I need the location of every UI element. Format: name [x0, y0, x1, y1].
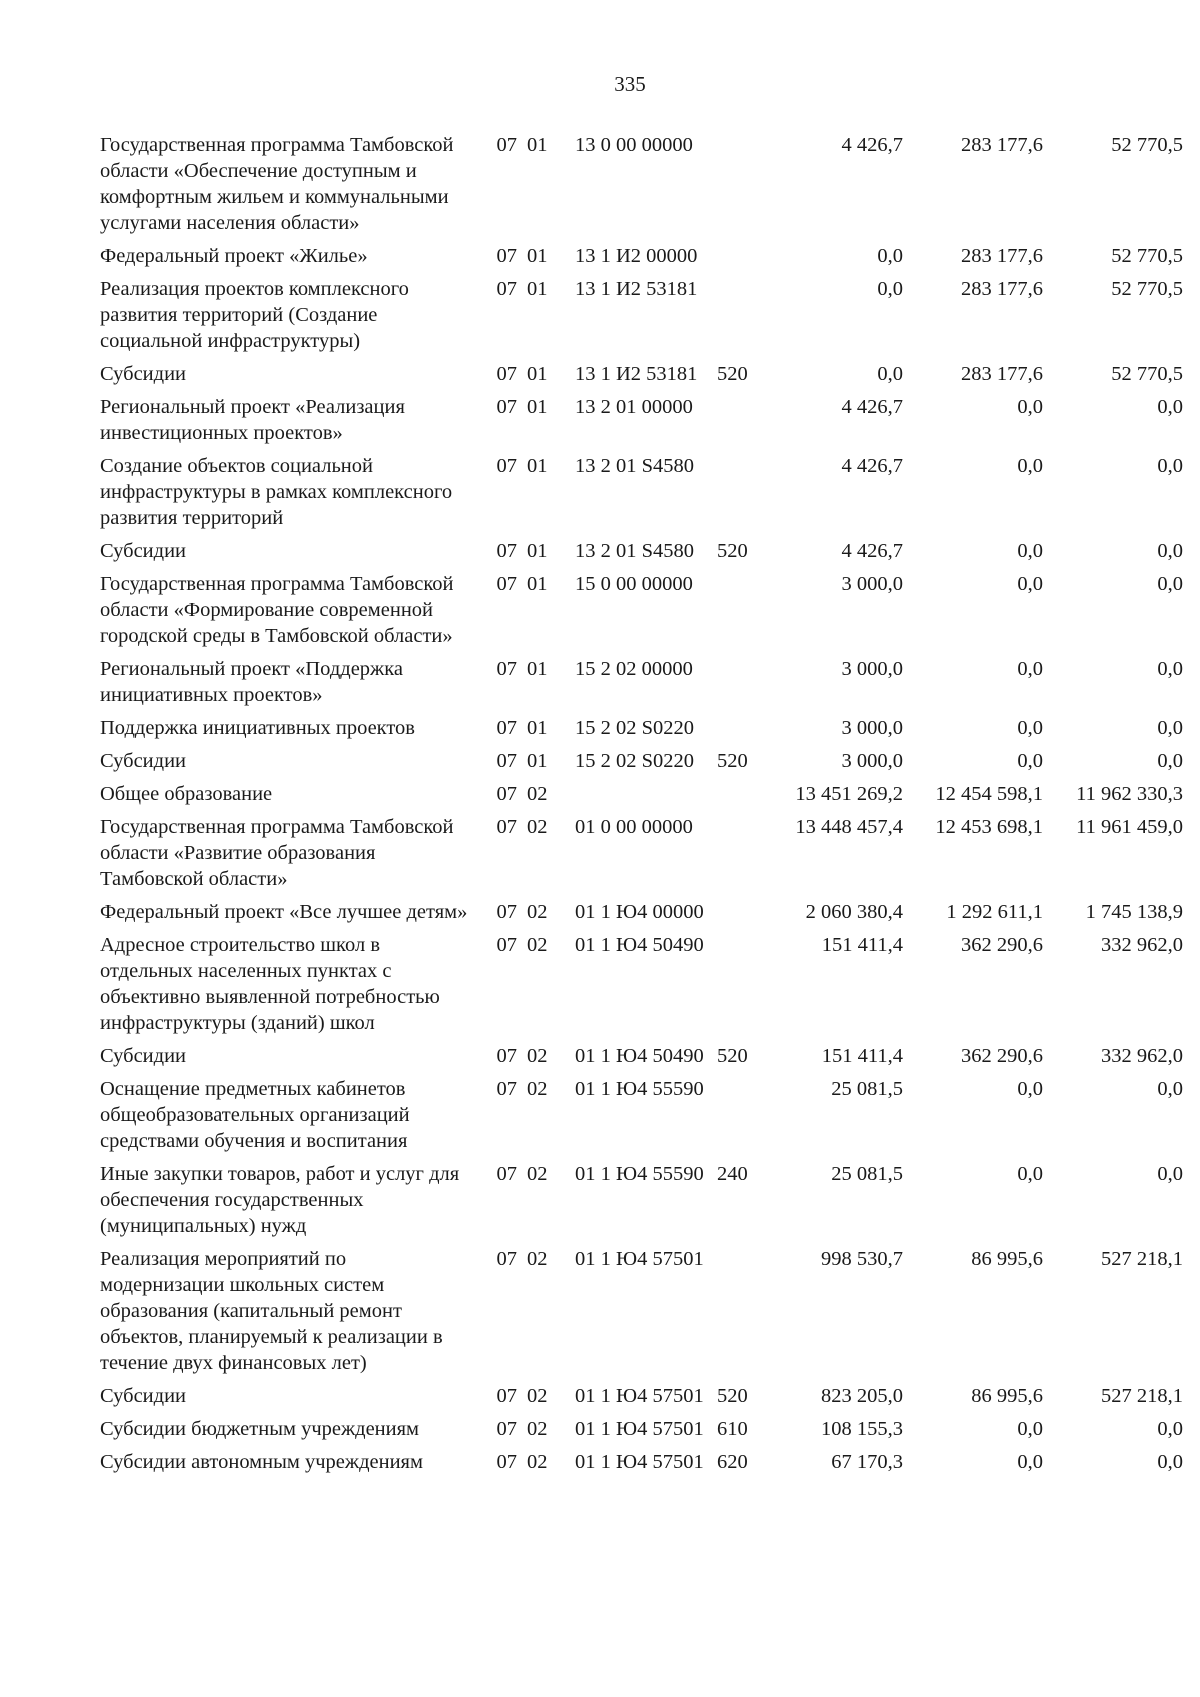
- amount-year-2: 283 177,6: [961, 134, 1043, 156]
- amount-year-2: 86 995,6: [971, 1248, 1043, 1270]
- amount-year-1: 151 411,4: [821, 1045, 903, 1067]
- expense-type-code: 240: [717, 1163, 748, 1185]
- row-name: Субсидии: [100, 1045, 187, 1067]
- subsection-code: 02: [527, 1163, 548, 1185]
- subsection-code: 02: [527, 901, 548, 923]
- section-code: 07: [496, 1045, 517, 1067]
- table-row: [100, 1043, 1183, 1076]
- subsection-code: 01: [527, 717, 548, 739]
- amount-year-1: 67 170,3: [831, 1451, 903, 1473]
- row-name: Государственная программа Тамбовской области «Развитие образования Тамбовской области»: [100, 816, 454, 890]
- amount-year-1: 4 426,7: [841, 540, 903, 562]
- amount-year-3: 11 961 459,0: [1076, 816, 1183, 838]
- target-article-code: 01 1 Ю4 57501: [575, 1418, 704, 1440]
- row-name: Субсидии: [100, 750, 187, 772]
- section-code: 07: [496, 1078, 517, 1100]
- target-article-code: 01 0 00 00000: [575, 816, 693, 838]
- amount-year-3: 52 770,5: [1111, 278, 1183, 300]
- table-row: [100, 276, 1183, 361]
- target-article-code: 13 1 И2 00000: [575, 245, 698, 267]
- table-row: [100, 899, 1183, 932]
- amount-year-2: 283 177,6: [961, 363, 1043, 385]
- target-article-code: 15 2 02 S0220: [575, 717, 695, 739]
- row-name: Субсидии бюджетным учреждениям: [100, 1418, 420, 1440]
- section-code: 07: [496, 1163, 517, 1185]
- subsection-code: 01: [527, 134, 548, 156]
- amount-year-1: 2 060 380,4: [805, 901, 903, 923]
- table-row: [100, 932, 1183, 1043]
- amount-year-2: 0,0: [1017, 1418, 1043, 1440]
- target-article-code: 13 1 И2 53181: [575, 363, 698, 385]
- amount-year-1: 3 000,0: [841, 573, 903, 595]
- row-name: Региональный проект «Поддержка инициативных проектов»: [100, 658, 403, 706]
- amount-year-3: 0,0: [1157, 540, 1183, 562]
- expense-type-code: [711, 571, 763, 656]
- subsection-code: 02: [527, 1385, 548, 1407]
- amount-year-1: 25 081,5: [831, 1078, 903, 1100]
- amount-year-2: 283 177,6: [961, 245, 1043, 267]
- expense-type-code: 620: [717, 1451, 748, 1473]
- row-name: Иные закупки товаров, работ и услуг для обеспечения государственных (муниципальных) нужд: [100, 1163, 460, 1237]
- amount-year-1: 0,0: [877, 245, 903, 267]
- amount-year-2: 362 290,6: [961, 1045, 1043, 1067]
- amount-year-3: 52 770,5: [1111, 245, 1183, 267]
- target-article-code: 15 2 02 00000: [575, 658, 693, 680]
- table-row: [100, 394, 1183, 453]
- amount-year-1: 0,0: [877, 363, 903, 385]
- subsection-code: 02: [527, 1045, 548, 1067]
- subsection-code: 01: [527, 455, 548, 477]
- target-article-code: 15 0 00 00000: [575, 573, 693, 595]
- amount-year-1: 4 426,7: [841, 455, 903, 477]
- amount-year-1: 3 000,0: [841, 658, 903, 680]
- amount-year-3: 0,0: [1157, 1163, 1183, 1185]
- amount-year-2: 0,0: [1017, 658, 1043, 680]
- expense-type-code: [711, 814, 763, 899]
- row-name: Федеральный проект «Жилье»: [100, 245, 368, 267]
- row-name: Государственная программа Тамбовской области «Формирование современной городской среды в Тамбовской области»: [100, 573, 454, 647]
- amount-year-3: 0,0: [1157, 1418, 1183, 1440]
- amount-year-2: 86 995,6: [971, 1385, 1043, 1407]
- target-article-code: 01 1 Ю4 00000: [575, 901, 704, 923]
- target-article-code: [569, 781, 711, 814]
- target-article-code: 13 2 01 S4580: [575, 540, 695, 562]
- budget-table: [100, 132, 1183, 1482]
- expense-type-code: [711, 132, 763, 243]
- expense-type-code: [711, 1246, 763, 1383]
- subsection-code: 01: [527, 540, 548, 562]
- amount-year-3: 11 962 330,3: [1076, 783, 1183, 805]
- section-code: 07: [496, 816, 517, 838]
- amount-year-1: 151 411,4: [821, 934, 903, 956]
- section-code: 07: [496, 717, 517, 739]
- expense-type-code: [711, 1076, 763, 1161]
- page-number: 335: [614, 72, 646, 96]
- amount-year-2: 0,0: [1017, 396, 1043, 418]
- amount-year-3: 332 962,0: [1101, 1045, 1183, 1067]
- amount-year-1: 108 155,3: [821, 1418, 903, 1440]
- table-row: [100, 571, 1183, 656]
- subsection-code: 02: [527, 1451, 548, 1473]
- amount-year-2: 12 454 598,1: [935, 783, 1043, 805]
- amount-year-1: 4 426,7: [841, 134, 903, 156]
- amount-year-3: 0,0: [1157, 717, 1183, 739]
- row-name: Общее образование: [100, 783, 273, 805]
- expense-type-code: 520: [717, 1045, 748, 1067]
- section-code: 07: [496, 455, 517, 477]
- amount-year-3: 0,0: [1157, 573, 1183, 595]
- section-code: 07: [496, 1248, 517, 1270]
- subsection-code: 01: [527, 658, 548, 680]
- section-code: 07: [496, 658, 517, 680]
- expense-type-code: [711, 453, 763, 538]
- expense-type-code: [711, 932, 763, 1043]
- amount-year-3: 0,0: [1157, 396, 1183, 418]
- table-row: [100, 132, 1183, 243]
- section-code: 07: [496, 540, 517, 562]
- target-article-code: 01 1 Ю4 55590: [575, 1078, 704, 1100]
- expense-type-code: [711, 899, 763, 932]
- target-article-code: 13 2 01 00000: [575, 396, 693, 418]
- amount-year-2: 0,0: [1017, 1451, 1043, 1473]
- section-code: 07: [496, 363, 517, 385]
- row-name: Субсидии: [100, 363, 187, 385]
- amount-year-1: 823 205,0: [821, 1385, 903, 1407]
- amount-year-3: 1 745 138,9: [1085, 901, 1183, 923]
- amount-year-2: 0,0: [1017, 540, 1043, 562]
- amount-year-1: 3 000,0: [841, 750, 903, 772]
- subsection-code: 01: [527, 573, 548, 595]
- amount-year-3: 527 218,1: [1101, 1248, 1183, 1270]
- table-row: [100, 814, 1183, 899]
- amount-year-3: 0,0: [1157, 1451, 1183, 1473]
- table-row: [100, 656, 1183, 715]
- amount-year-1: 13 448 457,4: [795, 816, 903, 838]
- amount-year-2: 0,0: [1017, 573, 1043, 595]
- section-code: 07: [496, 934, 517, 956]
- table-row: [100, 1416, 1183, 1449]
- section-code: 07: [496, 245, 517, 267]
- table-row: [100, 1161, 1183, 1246]
- row-name: Региональный проект «Реализация инвестиционных проектов»: [100, 396, 405, 444]
- table-row: [100, 748, 1183, 781]
- amount-year-2: 0,0: [1017, 750, 1043, 772]
- amount-year-2: 0,0: [1017, 1078, 1043, 1100]
- target-article-code: 15 2 02 S0220: [575, 750, 695, 772]
- row-name: Реализация мероприятий по модернизации школьных систем образования (капитальный ремонт объектов, планируемый к реализации в течение двух финансовых лет): [100, 1248, 443, 1374]
- expense-type-code: [711, 243, 763, 276]
- subsection-code: 01: [527, 750, 548, 772]
- expense-type-code: [711, 656, 763, 715]
- section-code: 07: [496, 278, 517, 300]
- row-name: Субсидии автономным учреждениям: [100, 1451, 423, 1473]
- expense-type-code: 520: [717, 750, 748, 772]
- amount-year-3: 0,0: [1157, 750, 1183, 772]
- amount-year-3: 52 770,5: [1111, 363, 1183, 385]
- subsection-code: 02: [527, 1248, 548, 1270]
- row-name: Субсидии: [100, 1385, 187, 1407]
- row-name: Государственная программа Тамбовской области «Обеспечение доступным и комфортным жильем и коммунальными услугами населения области»: [100, 134, 454, 234]
- expense-type-code: [711, 781, 763, 814]
- amount-year-3: 332 962,0: [1101, 934, 1183, 956]
- amount-year-2: 283 177,6: [961, 278, 1043, 300]
- table-row: [100, 781, 1183, 814]
- section-code: 07: [496, 783, 517, 805]
- table-row: [100, 243, 1183, 276]
- table-row: [100, 715, 1183, 748]
- table-row: [100, 1076, 1183, 1161]
- expense-type-code: 520: [717, 1385, 748, 1407]
- amount-year-3: 527 218,1: [1101, 1385, 1183, 1407]
- table-row: [100, 361, 1183, 394]
- amount-year-2: 0,0: [1017, 717, 1043, 739]
- amount-year-3: 0,0: [1157, 658, 1183, 680]
- amount-year-1: 4 426,7: [841, 396, 903, 418]
- expense-type-code: [711, 394, 763, 453]
- amount-year-2: 0,0: [1017, 1163, 1043, 1185]
- target-article-code: 01 1 Ю4 57501: [575, 1451, 704, 1473]
- subsection-code: 02: [527, 1078, 548, 1100]
- subsection-code: 01: [527, 363, 548, 385]
- table-row: [100, 1383, 1183, 1416]
- amount-year-2: 362 290,6: [961, 934, 1043, 956]
- section-code: 07: [496, 396, 517, 418]
- subsection-code: 01: [527, 396, 548, 418]
- subsection-code: 01: [527, 278, 548, 300]
- section-code: 07: [496, 750, 517, 772]
- row-name: Оснащение предметных кабинетов общеобразовательных организаций средствами обучения и воспитания: [100, 1078, 410, 1152]
- amount-year-2: 0,0: [1017, 455, 1043, 477]
- target-article-code: 01 1 Ю4 50490: [575, 934, 704, 956]
- section-code: 07: [496, 1418, 517, 1440]
- amount-year-1: 0,0: [877, 278, 903, 300]
- section-code: 07: [496, 1385, 517, 1407]
- row-name: Субсидии: [100, 540, 187, 562]
- expense-type-code: 610: [717, 1418, 748, 1440]
- amount-year-1: 25 081,5: [831, 1163, 903, 1185]
- section-code: 07: [496, 1451, 517, 1473]
- subsection-code: 02: [527, 1418, 548, 1440]
- table-row: [100, 538, 1183, 571]
- target-article-code: 13 0 00 00000: [575, 134, 693, 156]
- table-row: [100, 1246, 1183, 1383]
- amount-year-3: 0,0: [1157, 455, 1183, 477]
- expense-type-code: [711, 276, 763, 361]
- amount-year-3: 0,0: [1157, 1078, 1183, 1100]
- subsection-code: 02: [527, 816, 548, 838]
- subsection-code: 02: [527, 934, 548, 956]
- row-name: Реализация проектов комплексного развития территорий (Создание социальной инфраструктуры): [100, 278, 409, 352]
- target-article-code: 01 1 Ю4 57501: [575, 1385, 704, 1407]
- table-row: [100, 1449, 1183, 1482]
- section-code: 07: [496, 901, 517, 923]
- amount-year-1: 3 000,0: [841, 717, 903, 739]
- target-article-code: 01 1 Ю4 50490: [575, 1045, 704, 1067]
- subsection-code: 01: [527, 245, 548, 267]
- row-name: Адресное строительство школ в отдельных населенных пунктах с объективно выявленной потребностью инфраструктуры (зданий) школ: [100, 934, 440, 1034]
- amount-year-1: 13 451 269,2: [795, 783, 903, 805]
- expense-type-code: 520: [717, 540, 748, 562]
- table-row: [100, 453, 1183, 538]
- row-name: Создание объектов социальной инфраструктуры в рамках комплексного развития территорий: [100, 455, 453, 529]
- target-article-code: 13 1 И2 53181: [575, 278, 698, 300]
- expense-type-code: [711, 715, 763, 748]
- target-article-code: 01 1 Ю4 55590: [575, 1163, 704, 1185]
- target-article-code: 13 2 01 S4580: [575, 455, 695, 477]
- budget-table-body: [100, 132, 1183, 1482]
- row-name: Федеральный проект «Все лучшее детям»: [100, 901, 468, 923]
- amount-year-2: 12 453 698,1: [935, 816, 1043, 838]
- row-name: Поддержка инициативных проектов: [100, 717, 415, 739]
- amount-year-2: 1 292 611,1: [946, 901, 1043, 923]
- expense-type-code: 520: [717, 363, 748, 385]
- subsection-code: 02: [527, 783, 548, 805]
- target-article-code: 01 1 Ю4 57501: [575, 1248, 704, 1270]
- amount-year-3: 52 770,5: [1111, 134, 1183, 156]
- amount-year-1: 998 530,7: [821, 1248, 903, 1270]
- section-code: 07: [496, 573, 517, 595]
- section-code: 07: [496, 134, 517, 156]
